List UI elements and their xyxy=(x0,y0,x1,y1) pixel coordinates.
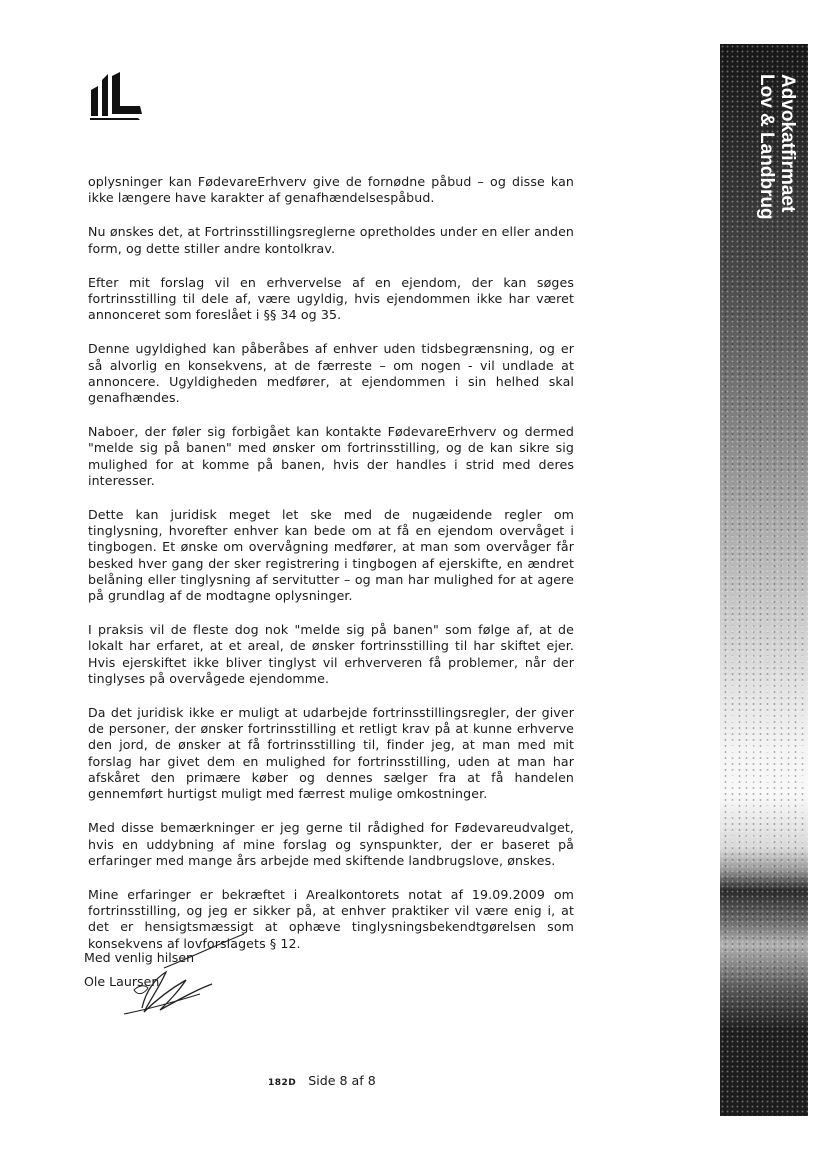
body-paragraph: oplysninger kan FødevareErhverv give de fornødne påbud – og disse kan ikke længere have karakter af genafhændelsespåbud. xyxy=(88,174,574,206)
body-paragraph: Da det juridisk ikke er muligt at udarbejde fortrinsstillingsregler, der giver de personer, der ønsker fortrinsstilling et retligt krav på at kunne erhverve den jord, de ønsker at få fortrinsstilling til, finder jeg, at man med mit forslag har givet dem en mulighed for fortrinsstilling, uden at man har afskåret den primære køber og dennes sælger fra at få handelen gennemført hurtigst muligt med færrest mulige omkostninger. xyxy=(88,705,574,802)
letterhead-band xyxy=(720,44,808,1116)
body-paragraph: Dette kan juridisk meget let ske med de nugæidende regler om tinglysning, hvorefter enhver kan bede om at få en ejendom overvåget i tingbogen. Et ønske om overvågning medfører, at man som overvåger får besked hver gang der sker registrering i tingbogen af ejerskifte, en ændret belåning eller tinglysning af servitutter – og man har mulighed for at agere på grundlag af de modtagne oplysninger. xyxy=(88,507,574,604)
closing-greeting: Med venlig hilsen xyxy=(84,950,195,965)
page-footer xyxy=(268,1073,376,1088)
body-paragraph: Denne ugyldighed kan påberåbes af enhver uden tidsbegrænsning, og er så alvorlig en konsekvens, at de færreste – om nogen - vil undlade at annoncere. Ugyldigheden medfører, at ejendommen i sin helhed skal genafhændes. xyxy=(88,341,574,406)
page-number: Side 8 af 8 xyxy=(308,1073,376,1088)
body-paragraph: Med disse bemærkninger er jeg gerne til rådighed for Fødevareudvalget, hvis en uddybning af mine forslag og synspunkter, der er baseret på erfaringer med mange års arbejde med skiftende landbrugslove, ønskes. xyxy=(88,820,574,868)
body-paragraph: Nu ønskes det, at Fortrinsstillingsreglerne opretholdes under en eller anden form, og dette stiller andre kontolkrav. xyxy=(88,224,574,256)
signer-name: Ole Laursen xyxy=(84,974,160,989)
body-paragraph: Efter mit forslag vil en erhvervelse af en ejendom, der kan søges fortrinsstilling til dele af, være ugyldig, hvis ejendommen ikke har været annonceret som foreslået i §§ 34 og 35. xyxy=(88,274,574,323)
firm-name-line1: Advokatfirmaet xyxy=(777,74,798,213)
handwritten-signature xyxy=(94,930,254,1020)
document-code: 182D xyxy=(268,1078,297,1088)
firm-name-line2: Lov & Landbrug xyxy=(756,74,777,220)
body-paragraph: Naboer, der føler sig forbigået kan kontakte FødevareErhverv og dermed "melde sig på banen" med ønsker om fortrinsstilling, og de kan sikre sig mulighed for at komme på banen, hvis der handles i strid med deres interesser. xyxy=(88,424,574,488)
body-paragraph: I praksis vil de fleste dog nok "melde sig på banen" som følge af, at de lokalt har erfaret, at et areal, de ønsker fortrinsstilling til har skiftet ejer. Hvis ejerskiftet ikke bliver tinglyst vil erhververen få problemer, når der tinglyses på overvågede ejendomme. xyxy=(88,622,574,686)
firm-name xyxy=(754,74,798,274)
letter-body xyxy=(88,174,574,970)
body-paragraph: Mine erfaringer er bekræftet i Arealkontorets notat af 19.09.2009 om fortrinsstilling, og jeg er sikker på, at enhver praktiker vil være enig i, at det er hensigtsmæssigt at ophæve tinglysningsbekendtgørelsen som konsekvens af lovforslagets § 12. xyxy=(88,886,574,951)
firm-logo-icon xyxy=(88,72,144,122)
